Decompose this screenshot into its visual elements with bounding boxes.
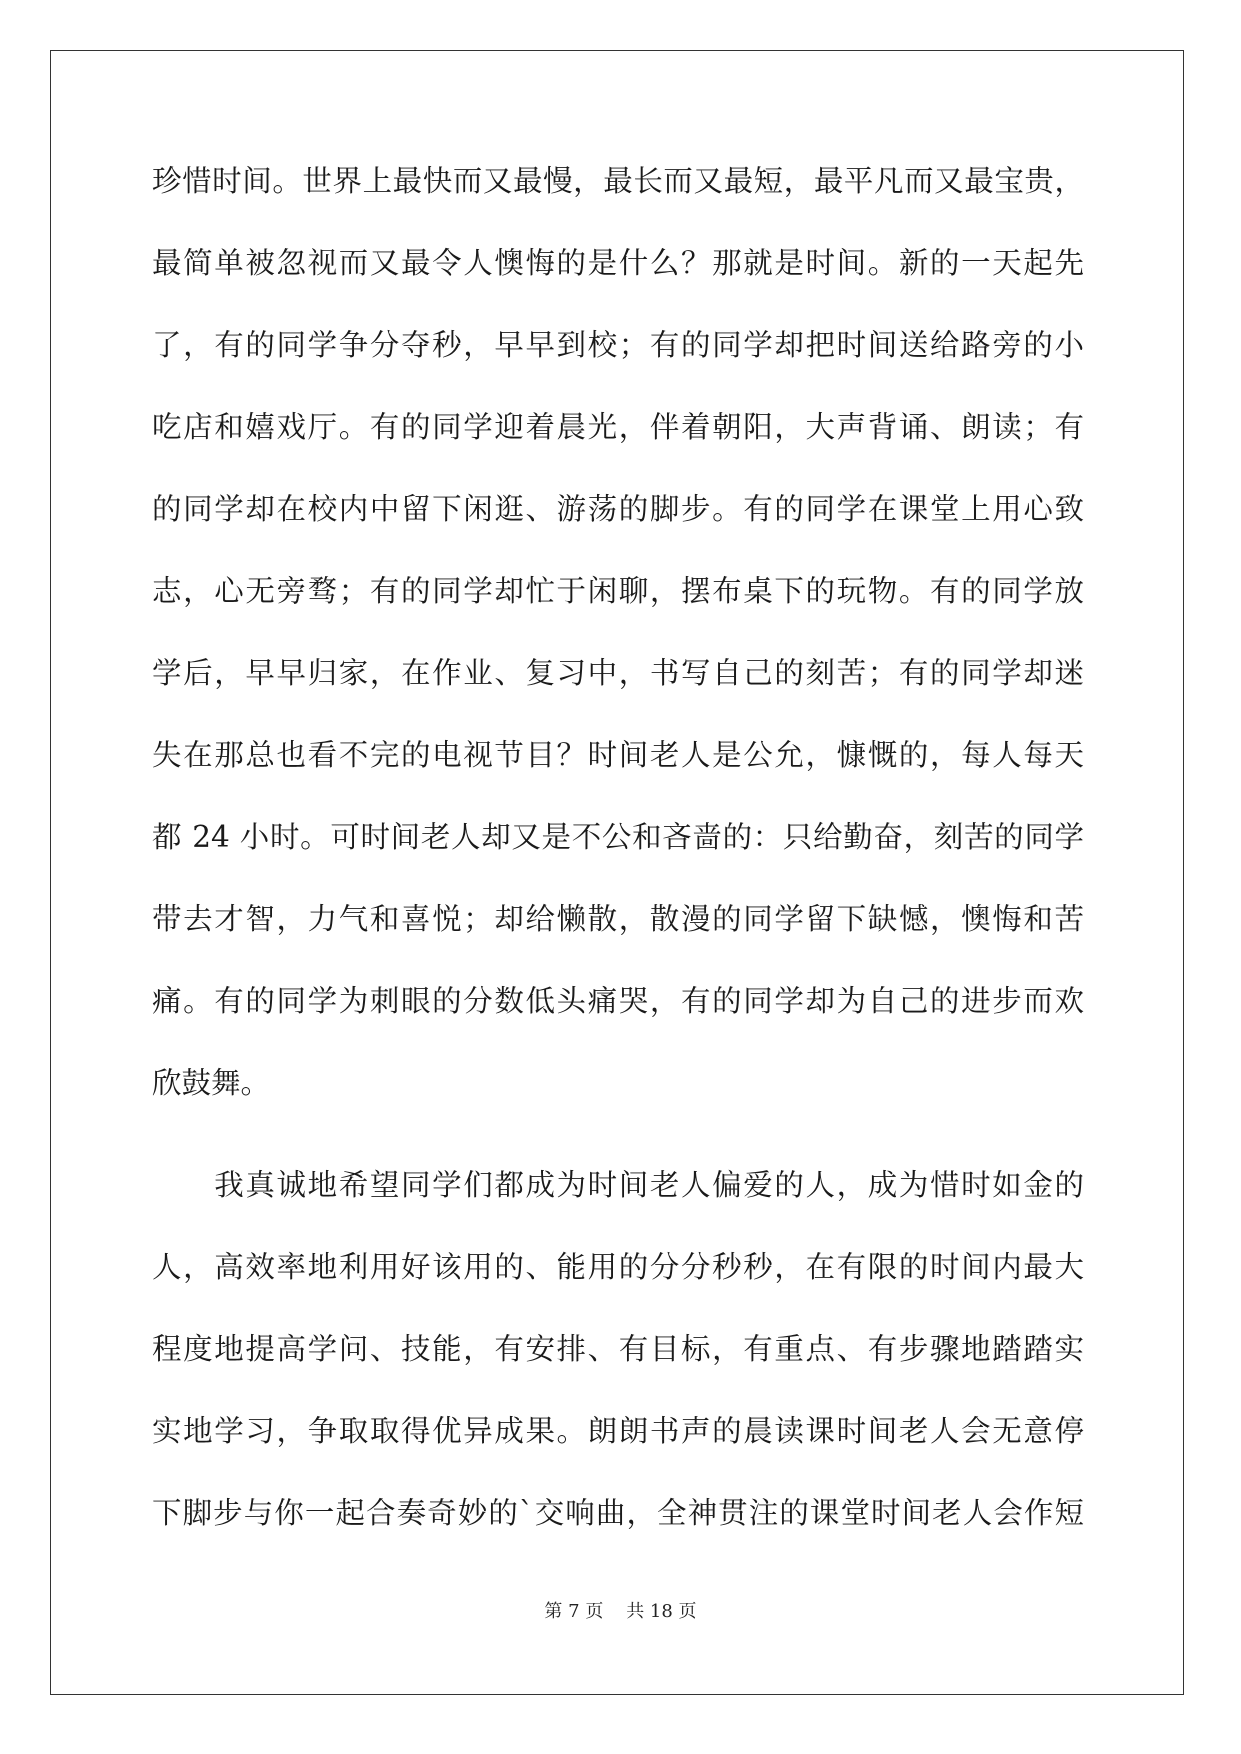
text-line: 志，心无旁骛；有的同学却忙于闲聊，摆布桌下的玩物。有的同学放 [152,574,1084,608]
text-line: 欣鼓舞。 [152,1066,271,1100]
text-line: 实地学习，争取取得优异成果。朗朗书声的晨读课时间老人会无意停 [152,1414,1084,1448]
text-line: 了，有的同学争分夺秒，早早到校；有的同学却把时间送给路旁的小 [152,328,1084,362]
text-line: 的同学却在校内中留下闲逛、游荡的脚步。有的同学在课堂上用心致 [152,492,1084,526]
text-line: 最简单被忽视而又最令人懊悔的是什么？那就是时间。新的一天起先 [152,246,1084,280]
document-body [152,160,1084,1574]
text-line: 珍惜时间。世界上最快而又最慢，最长而又最短，最平凡而又最宝贵， [152,164,1084,198]
text-line: 下脚步与你一起合奏奇妙的`交响曲，全神贯注的课堂时间老人会作短 [152,1496,1084,1530]
text-line: 吃店和嬉戏厅。有的同学迎着晨光，伴着朝阳，大声背诵、朗读；有 [152,410,1084,444]
text-line: 都 24 小时。可时间老人却又是不公和吝啬的：只给勤奋，刻苦的同学 [152,820,1084,854]
text-line: 失在那总也看不完的电视节目？时间老人是公允，慷慨的，每人每天 [152,738,1084,772]
text-line: 程度地提高学问、技能，有安排、有目标，有重点、有步骤地踏踏实 [152,1332,1084,1366]
text-line: 学后，早早归家，在作业、复习中，书写自己的刻苦；有的同学却迷 [152,656,1084,690]
text-line: 我真诚地希望同学们都成为时间老人偏爱的人，成为惜时如金的 [152,1168,1084,1202]
page-number-footer: 第 7 页 共 18 页 [544,1601,697,1622]
text-line: 痛。有的同学为刺眼的分数低头痛哭，有的同学却为自己的进步而欢 [152,984,1084,1018]
text-line: 带去才智，力气和喜悦；却给懒散，散漫的同学留下缺憾，懊悔和苦 [152,902,1084,936]
text-line: 人，高效率地利用好该用的、能用的分分秒秒，在有限的时间内最大 [152,1250,1084,1284]
